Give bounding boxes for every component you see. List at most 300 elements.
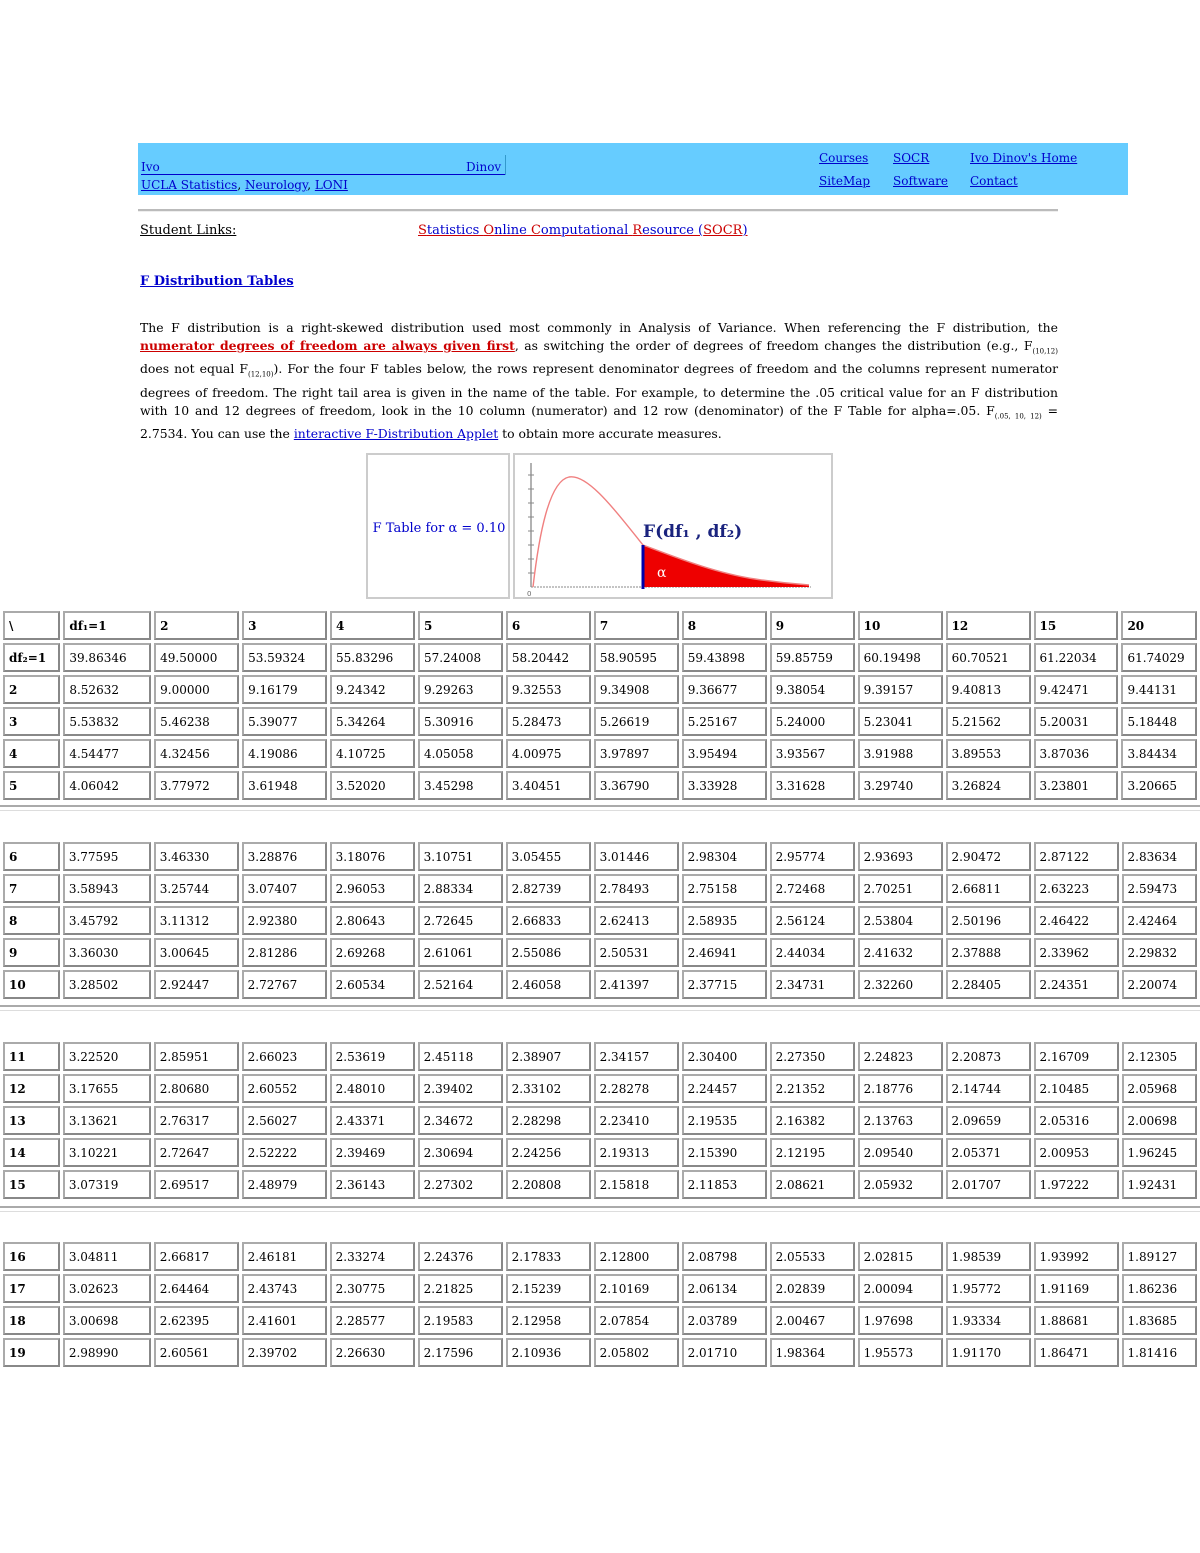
table-row [3, 1274, 1197, 1303]
table-row-label: 15 [3, 1170, 60, 1199]
table-row [3, 771, 1197, 800]
table-cell: 2.66811 [946, 874, 1031, 903]
table-cell: 2.60534 [330, 970, 415, 999]
table-cell: 3.33928 [682, 771, 767, 800]
table-group-separator [0, 1005, 1200, 1011]
table-cell: 5.24000 [770, 707, 855, 736]
table-cell: 2.24256 [506, 1138, 591, 1167]
table-cell: 1.86471 [1034, 1338, 1119, 1367]
table-cell: 2.12800 [594, 1242, 679, 1271]
table-cell: 2.66833 [506, 906, 591, 935]
table-cell: 2.88334 [418, 874, 503, 903]
table-cell: 2.09540 [858, 1138, 943, 1167]
table-row-label: 3 [3, 707, 60, 736]
table-cell: 2.00698 [1122, 1106, 1197, 1135]
figure-caption-box [366, 453, 510, 599]
table-cell: 9.38054 [770, 675, 855, 704]
table-row [3, 1042, 1197, 1071]
table-cell: 2.92447 [154, 970, 239, 999]
table-row [3, 1306, 1197, 1335]
table-cell: 2.45118 [418, 1042, 503, 1071]
table-row-label: 19 [3, 1338, 60, 1367]
table-cell: 2.27350 [770, 1042, 855, 1071]
table-col-header: 2 [154, 611, 239, 640]
table-cell: 2.83634 [1122, 842, 1197, 871]
table-cell: 53.59324 [242, 643, 327, 672]
table-cell: 2.28278 [594, 1074, 679, 1103]
table-cell: 57.24008 [418, 643, 503, 672]
table-cell: 3.46330 [154, 842, 239, 871]
table-cell: 2.87122 [1034, 842, 1119, 871]
table-row [3, 675, 1197, 704]
software-link[interactable]: Software [893, 174, 948, 188]
figure-caption: F Table for α = 0.10 [372, 521, 506, 536]
student-links-label: Student Links: [140, 223, 237, 238]
table-cell: 1.88681 [1034, 1306, 1119, 1335]
table-cell: 1.92431 [1122, 1170, 1197, 1199]
table-row [3, 1338, 1197, 1367]
affiliations: UCLA Statistics, Neurology, LONI [141, 178, 348, 192]
table-cell: 2.98990 [63, 1338, 151, 1367]
table-cell: 1.91170 [946, 1338, 1031, 1367]
table-cell: 5.53832 [63, 707, 151, 736]
table-cell: 2.75158 [682, 874, 767, 903]
table-cell: 2.62395 [154, 1306, 239, 1335]
table-cell: 2.46058 [506, 970, 591, 999]
table-cell: 2.66023 [242, 1042, 327, 1071]
table-cell: 2.41632 [858, 938, 943, 967]
table-cell: 2.69268 [330, 938, 415, 967]
table-cell: 3.40451 [506, 771, 591, 800]
table-cell: 58.20442 [506, 643, 591, 672]
f-distribution-applet-link[interactable]: interactive F-Distribution Applet [293, 426, 499, 442]
courses-link[interactable]: Courses [819, 151, 869, 165]
table-cell: 2.09659 [946, 1106, 1031, 1135]
intro-text-3: does not equal F [140, 361, 248, 377]
table-cell: 2.01707 [946, 1170, 1031, 1199]
table-cell: 4.06042 [63, 771, 151, 800]
table-col-header: 15 [1034, 611, 1119, 640]
table-cell: 2.28298 [506, 1106, 591, 1135]
table-cell: 9.29263 [418, 675, 503, 704]
table-cell: 9.39157 [858, 675, 943, 704]
f-table-group [0, 608, 1200, 803]
table-cell: 2.53804 [858, 906, 943, 935]
table-cell: 2.21352 [770, 1074, 855, 1103]
table-cell: 2.16709 [1034, 1042, 1119, 1071]
table-cell: 2.30694 [418, 1138, 503, 1167]
table-cell: 2.01710 [682, 1338, 767, 1367]
table-cell: 2.39402 [418, 1074, 503, 1103]
table-cell: 1.95573 [858, 1338, 943, 1367]
table-cell: 2.92380 [242, 906, 327, 935]
table-cell: 2.14744 [946, 1074, 1031, 1103]
table-cell: 4.54477 [63, 739, 151, 768]
table-cell: 2.10936 [506, 1338, 591, 1367]
formula-label: F(df₁ , df₂) [643, 522, 743, 542]
table-cell: 2.72647 [154, 1138, 239, 1167]
table-cell: 9.40813 [946, 675, 1031, 704]
table-cell: 1.97698 [858, 1306, 943, 1335]
table-row-label: 17 [3, 1274, 60, 1303]
table-cell: 9.00000 [154, 675, 239, 704]
table-cell: 2.72468 [770, 874, 855, 903]
table-cell: 3.87036 [1034, 739, 1119, 768]
table-cell: 2.81286 [242, 938, 327, 967]
socr-letter-s: S [418, 223, 427, 238]
table-cell: 2.20873 [946, 1042, 1031, 1071]
table-cell: 3.84434 [1121, 739, 1197, 768]
table-cell: 2.95774 [770, 842, 855, 871]
table-row [3, 1106, 1197, 1135]
table-cell: 8.52632 [63, 675, 151, 704]
table-cell: 2.52164 [418, 970, 503, 999]
sitemap-link[interactable]: SiteMap [819, 174, 871, 188]
table-cell: 2.37715 [682, 970, 767, 999]
intro-sub-3: (.05, 10, 12) [994, 412, 1042, 421]
table-cell: 2.69517 [154, 1170, 239, 1199]
table-cell: 3.02623 [63, 1274, 151, 1303]
table-cell: 2.62413 [594, 906, 679, 935]
table-cell: 3.28876 [242, 842, 327, 871]
table-cell: 3.10221 [63, 1138, 151, 1167]
socr-letter-c: C [530, 223, 541, 238]
table-row [3, 970, 1197, 999]
neurology-link[interactable]: Neurology [244, 178, 308, 192]
table-col-header: 3 [242, 611, 327, 640]
table-row-label: 7 [3, 874, 60, 903]
table-row-label: 18 [3, 1306, 60, 1335]
table-row-label: 14 [3, 1138, 60, 1167]
table-cell: 2.06134 [682, 1274, 767, 1303]
table-cell: 2.78493 [594, 874, 679, 903]
table-cell: 39.86346 [63, 643, 151, 672]
table-cell: 2.46181 [242, 1242, 327, 1271]
intro-sub-1: (10,12) [1032, 347, 1058, 356]
table-cell: 2.42464 [1122, 906, 1197, 935]
author-first-name-link[interactable]: Ivo [141, 160, 160, 174]
table-cell: 2.00094 [858, 1274, 943, 1303]
socr-close-paren: ) [742, 223, 748, 238]
table-cell: 1.91169 [1034, 1274, 1119, 1303]
table-cell: 2.60552 [242, 1074, 327, 1103]
table-cell: 1.86236 [1122, 1274, 1197, 1303]
table-cell: 1.98539 [946, 1242, 1031, 1271]
table-cell: 3.01446 [594, 842, 679, 871]
table-cell: 2.96053 [330, 874, 415, 903]
table-cell: 2.17596 [418, 1338, 503, 1367]
table-col-header: 10 [858, 611, 943, 640]
table-cell: 1.83685 [1122, 1306, 1197, 1335]
table-cell: 1.96245 [1122, 1138, 1197, 1167]
table-cell: 1.98364 [770, 1338, 855, 1367]
table-cell: 3.97897 [594, 739, 679, 768]
table-cell: 2.00953 [1034, 1138, 1119, 1167]
table-cell: 3.29740 [858, 771, 943, 800]
table-cell: 2.58935 [682, 906, 767, 935]
intro-emphasis: numerator degrees of freedom are always given first [140, 338, 515, 353]
table-cell: 2.03789 [682, 1306, 767, 1335]
table-col-header: 12 [946, 611, 1031, 640]
table-cell: 2.10169 [594, 1274, 679, 1303]
table-corner: \ [3, 611, 60, 640]
table-cell: 2.64464 [154, 1274, 239, 1303]
table-cell: 2.17833 [506, 1242, 591, 1271]
header-bar [138, 143, 1128, 195]
table-cell: 3.91988 [858, 739, 943, 768]
table-row-label: 11 [3, 1042, 60, 1071]
table-cell: 3.28502 [63, 970, 151, 999]
intro-text-6: to obtain more accurate measures. [498, 426, 722, 442]
table-cell: 5.21562 [946, 707, 1031, 736]
loni-link[interactable]: LONI [314, 178, 348, 192]
table-row-label: 5 [3, 771, 60, 800]
table-cell: 2.26630 [330, 1338, 415, 1367]
table-cell: 2.12958 [506, 1306, 591, 1335]
table-cell: 3.89553 [946, 739, 1031, 768]
table-cell: 55.83296 [330, 643, 415, 672]
table-col-header: 20 [1121, 611, 1197, 640]
table-cell: 3.93567 [770, 739, 855, 768]
table-cell: 2.33274 [330, 1242, 415, 1271]
socr-word-nline: nline [494, 223, 531, 238]
table-cell: 2.33962 [1034, 938, 1119, 967]
table-cell: 2.07854 [594, 1306, 679, 1335]
f-table-group [0, 839, 1200, 1002]
table-cell: 3.07407 [242, 874, 327, 903]
table-row [3, 643, 1197, 672]
table-row [3, 874, 1197, 903]
socr-word-omputational: omputational [540, 223, 633, 238]
table-cell: 3.77595 [63, 842, 151, 871]
table-col-header: 9 [770, 611, 855, 640]
table-cell: 2.05932 [858, 1170, 943, 1199]
table-cell: 2.10485 [1034, 1074, 1119, 1103]
table-cell: 4.32456 [154, 739, 239, 768]
table-cell: 2.12195 [770, 1138, 855, 1167]
table-cell: 60.19498 [858, 643, 943, 672]
table-cell: 2.41601 [242, 1306, 327, 1335]
table-cell: 2.32260 [858, 970, 943, 999]
table-cell: 2.16382 [770, 1106, 855, 1135]
table-cell: 2.41397 [594, 970, 679, 999]
f-distribution-graph [513, 453, 833, 599]
table-cell: 2.02815 [858, 1242, 943, 1271]
table-cell: 60.70521 [946, 643, 1031, 672]
table-cell: 2.15818 [594, 1170, 679, 1199]
table-cell: 3.00698 [63, 1306, 151, 1335]
socr-acronym: SOCR [703, 223, 743, 238]
table-cell: 2.37888 [946, 938, 1031, 967]
table-cell: 5.23041 [858, 707, 943, 736]
table-cell: 2.34157 [594, 1042, 679, 1071]
table-cell: 49.50000 [154, 643, 239, 672]
table-cell: 3.04811 [63, 1242, 151, 1271]
table-cell: 2.19313 [594, 1138, 679, 1167]
table-col-header: 5 [418, 611, 503, 640]
table-cell: 2.56124 [770, 906, 855, 935]
table-cell: 2.72767 [242, 970, 327, 999]
socr-word-esource: esource ( [642, 223, 704, 238]
table-group-separator [0, 1206, 1200, 1212]
table-cell: 5.28473 [506, 707, 591, 736]
table-cell: 2.21825 [418, 1274, 503, 1303]
ucla-statistics-link[interactable]: UCLA Statistics [141, 178, 238, 192]
table-cell: 3.13621 [63, 1106, 151, 1135]
table-cell: 2.05371 [946, 1138, 1031, 1167]
table-cell: 2.44034 [770, 938, 855, 967]
table-row-label: 10 [3, 970, 60, 999]
svg-text:0: 0 [527, 590, 532, 597]
table-cell: 3.23801 [1034, 771, 1119, 800]
table-cell: 2.27302 [418, 1170, 503, 1199]
table-cell: 2.59473 [1122, 874, 1197, 903]
socr-link[interactable]: SOCR [893, 151, 930, 165]
intro-paragraph [140, 319, 1058, 443]
table-col-header: df₁=1 [63, 611, 151, 640]
table-cell: 9.44131 [1121, 675, 1197, 704]
table-row [3, 1074, 1197, 1103]
table-cell: 3.31628 [770, 771, 855, 800]
table-cell: 2.50531 [594, 938, 679, 967]
table-cell: 5.20031 [1034, 707, 1119, 736]
table-cell: 9.24342 [330, 675, 415, 704]
table-row-label: 13 [3, 1106, 60, 1135]
table-cell: 2.23410 [594, 1106, 679, 1135]
table-cell: 2.82739 [506, 874, 591, 903]
table-cell: 3.00645 [154, 938, 239, 967]
table-cell: 2.39469 [330, 1138, 415, 1167]
table-cell: 4.19086 [242, 739, 327, 768]
table-cell: 2.90472 [946, 842, 1031, 871]
table-cell: 3.05455 [506, 842, 591, 871]
table-cell: 2.13763 [858, 1106, 943, 1135]
table-cell: 3.52020 [330, 771, 415, 800]
table-row-label: df₂=1 [3, 643, 60, 672]
table-row-label: 4 [3, 739, 60, 768]
table-cell: 2.36143 [330, 1170, 415, 1199]
table-cell: 2.34731 [770, 970, 855, 999]
table-row-label: 9 [3, 938, 60, 967]
table-cell: 3.61948 [242, 771, 327, 800]
table-cell: 2.43371 [330, 1106, 415, 1135]
table-cell: 2.33102 [506, 1074, 591, 1103]
table-cell: 2.43743 [242, 1274, 327, 1303]
table-cell: 5.26619 [594, 707, 679, 736]
table-row [3, 1138, 1197, 1167]
table-row [3, 1170, 1197, 1199]
table-cell: 58.90595 [594, 643, 679, 672]
home-link[interactable]: Ivo Dinov's Home [970, 151, 1078, 165]
table-group-separator [0, 805, 1200, 811]
table-cell: 2.28405 [946, 970, 1031, 999]
table-cell: 2.12305 [1122, 1042, 1197, 1071]
table-cell: 2.08621 [770, 1170, 855, 1199]
table-cell: 2.61061 [418, 938, 503, 967]
table-cell: 1.81416 [1122, 1338, 1197, 1367]
table-cell: 5.34264 [330, 707, 415, 736]
table-cell: 3.58943 [63, 874, 151, 903]
table-cell: 2.24351 [1034, 970, 1119, 999]
socr-letter-r: R [632, 223, 643, 238]
table-cell: 2.80680 [154, 1074, 239, 1103]
table-row [3, 842, 1197, 871]
intro-sub-2: (12,10) [247, 370, 274, 379]
f-table-group [0, 1039, 1200, 1202]
table-cell: 3.17655 [63, 1074, 151, 1103]
table-cell: 3.36030 [63, 938, 151, 967]
table-cell: 2.19583 [418, 1306, 503, 1335]
f-distribution-tables-link[interactable]: F Distribution Tables [140, 274, 294, 289]
table-col-header: 7 [594, 611, 679, 640]
table-cell: 2.19535 [682, 1106, 767, 1135]
table-row [3, 707, 1197, 736]
table-cell: 9.32553 [506, 675, 591, 704]
table-cell: 2.56027 [242, 1106, 327, 1135]
socr-title-link[interactable] [418, 223, 748, 238]
intro-text-4: ). For the four F tables below, the rows represent denominator degrees of freedom and the columns represent numerator degrees of freedom. The right tail area is given in the name of the table. For example, to determine the .05 critical value for an F distribution with 10 and 12 degrees of freedom, look in the 10 column (numerator) and 12 row (denominator) of the F Table for alpha=.05. F [140, 361, 1058, 418]
table-cell: 2.08798 [682, 1242, 767, 1271]
table-cell: 2.02839 [770, 1274, 855, 1303]
intro-text-2: , as switching the order of degrees of freedom changes the distribution (e.g., F [514, 338, 1033, 353]
table-cell: 5.46238 [154, 707, 239, 736]
table-cell: 2.76317 [154, 1106, 239, 1135]
table-cell: 3.07319 [63, 1170, 151, 1199]
table-cell: 2.85951 [154, 1042, 239, 1071]
intro-text-5: = 2.7534. You can use the [140, 402, 1058, 442]
table-row [3, 739, 1197, 768]
table-cell: 9.42471 [1034, 675, 1119, 704]
contact-link[interactable]: Contact [970, 174, 1018, 188]
table-cell: 2.38907 [506, 1042, 591, 1071]
table-cell: 3.11312 [154, 906, 239, 935]
table-cell: 2.80643 [330, 906, 415, 935]
table-cell: 2.70251 [858, 874, 943, 903]
table-cell: 3.45792 [63, 906, 151, 935]
table-cell: 2.20808 [506, 1170, 591, 1199]
table-cell: 2.24457 [682, 1074, 767, 1103]
table-cell: 61.22034 [1034, 643, 1119, 672]
f-table-figure [366, 453, 834, 603]
table-cell: 2.05968 [1122, 1074, 1197, 1103]
table-cell: 1.95772 [946, 1274, 1031, 1303]
table-cell: 2.29832 [1122, 938, 1197, 967]
table-cell: 2.60561 [154, 1338, 239, 1367]
table-cell: 59.85759 [770, 643, 855, 672]
author-last-name-link[interactable]: Dinov [466, 160, 502, 174]
header-divider [505, 155, 506, 175]
f-table-group [0, 1239, 1200, 1370]
table-cell: 59.43898 [682, 643, 767, 672]
table-row [3, 938, 1197, 967]
table-cell: 1.97222 [1034, 1170, 1119, 1199]
table-cell: 4.10725 [330, 739, 415, 768]
table-cell: 5.25167 [682, 707, 767, 736]
horizontal-rule [138, 209, 1058, 212]
table-row [3, 906, 1197, 935]
intro-text-1: The F distribution is a right-skewed distribution used most commonly in Analysis of Variance. When referencing the F distribution, the [140, 320, 1058, 335]
f-density-plot [515, 455, 831, 597]
table-cell: 3.25744 [154, 874, 239, 903]
socr-letter-o: O [483, 223, 495, 238]
table-cell: 3.26824 [946, 771, 1031, 800]
table-row-label: 16 [3, 1242, 60, 1271]
table-col-header: 4 [330, 611, 415, 640]
table-cell: 3.20665 [1121, 771, 1197, 800]
table-cell: 2.34672 [418, 1106, 503, 1135]
table-row [3, 1242, 1197, 1271]
table-cell: 3.77972 [154, 771, 239, 800]
